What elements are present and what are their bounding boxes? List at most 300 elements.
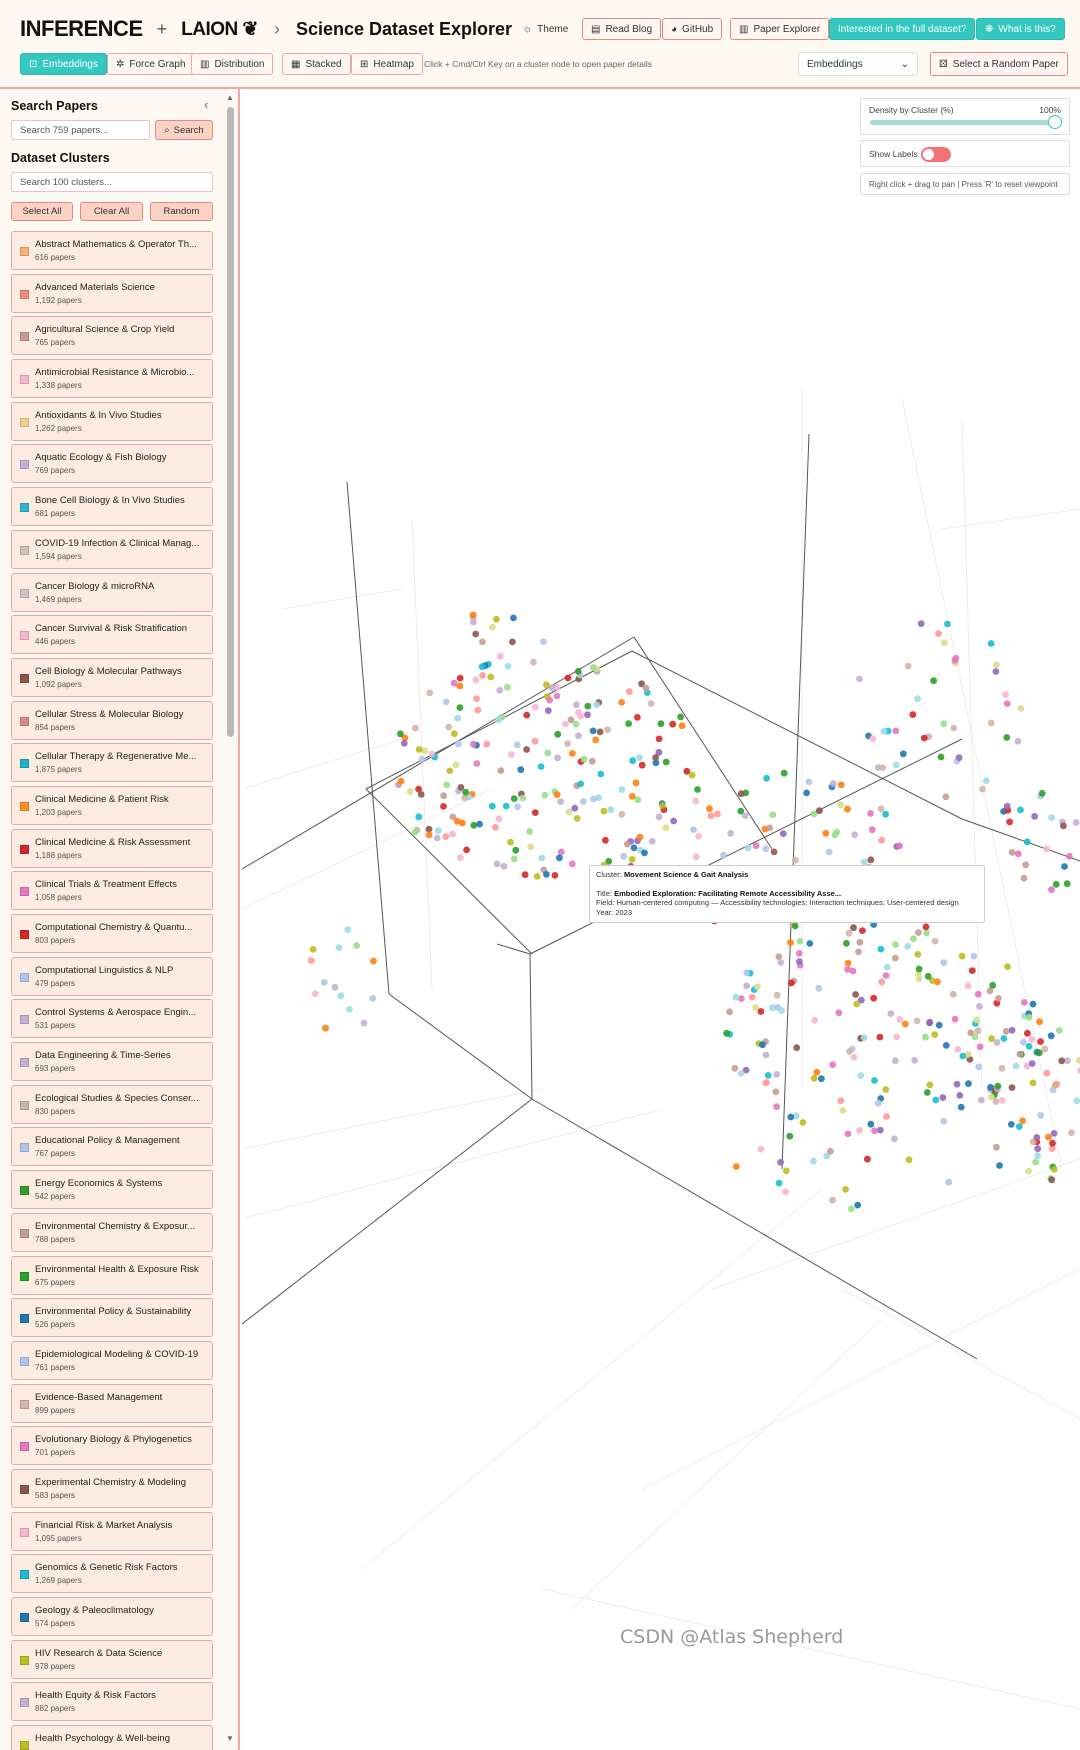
paper-point[interactable] [766,824,773,831]
paper-point[interactable] [758,1146,765,1153]
paper-point[interactable] [1073,819,1080,826]
paper-point[interactable] [888,1010,895,1017]
paper-point[interactable] [1061,863,1068,870]
paper-point[interactable] [979,786,986,793]
paper-point[interactable] [905,663,912,670]
paper-point[interactable] [826,849,833,856]
paper-point[interactable] [743,969,750,976]
paper-point[interactable] [977,1044,984,1051]
paper-point[interactable] [353,942,360,949]
paper-point[interactable] [639,762,646,769]
paper-point[interactable] [836,1009,843,1016]
paper-point[interactable] [618,699,625,706]
paper-point[interactable] [973,1017,980,1024]
cluster-item[interactable] [11,786,213,825]
paper-point[interactable] [1024,838,1031,845]
paper-point[interactable] [932,938,939,945]
paper-point[interactable] [473,760,480,767]
cluster-item[interactable] [11,1127,213,1166]
paper-point[interactable] [816,985,823,992]
paper-point[interactable] [574,815,581,822]
cluster-item[interactable] [11,274,213,313]
paper-point[interactable] [494,861,501,868]
paper-point[interactable] [745,845,752,852]
paper-point[interactable] [677,714,684,721]
paper-point[interactable] [440,803,447,810]
paper-point[interactable] [891,1135,898,1142]
paper-point[interactable] [412,725,419,732]
paper-point[interactable] [806,940,813,947]
paper-point[interactable] [861,1034,868,1041]
paper-point[interactable] [643,685,650,692]
paper-point[interactable] [695,833,702,840]
paper-point[interactable] [853,1001,860,1008]
paper-point[interactable] [843,940,850,947]
cluster-item[interactable] [11,1469,213,1508]
cluster-item[interactable] [11,701,213,740]
paper-point[interactable] [517,766,524,773]
paper-point[interactable] [569,750,576,757]
view-tab-force-graph[interactable] [107,53,195,75]
clear-all-button[interactable]: Clear All [80,202,143,221]
paper-point[interactable] [944,621,951,628]
paper-point[interactable] [1036,1018,1043,1025]
full-dataset-button[interactable] [829,18,975,40]
paper-point[interactable] [950,725,957,732]
paper-point[interactable] [1028,1036,1035,1043]
paper-point[interactable] [1073,1097,1080,1104]
paper-point[interactable] [641,850,648,857]
paper-point[interactable] [440,792,447,799]
paper-point[interactable] [945,1179,952,1186]
view-tab-stacked[interactable] [282,53,351,75]
paper-point[interactable] [492,824,499,831]
paper-point[interactable] [649,838,656,845]
paper-point[interactable] [1049,1140,1056,1147]
paper-point[interactable] [1026,1014,1033,1021]
paper-point[interactable] [765,1072,772,1079]
paper-point[interactable] [782,1189,789,1196]
paper-explorer-button[interactable] [730,18,829,40]
paper-point[interactable] [1032,1159,1039,1166]
paper-point[interactable] [546,697,553,704]
paper-point[interactable] [575,668,582,675]
paper-point[interactable] [883,972,890,979]
cluster-item[interactable] [11,402,213,441]
cluster-item[interactable] [11,316,213,355]
paper-point[interactable] [590,664,597,671]
paper-point[interactable] [663,824,670,831]
cluster-item[interactable] [11,573,213,612]
paper-point[interactable] [932,1097,939,1104]
paper-point[interactable] [967,1029,974,1036]
paper-point[interactable] [479,639,486,646]
paper-point[interactable] [877,1034,884,1041]
paper-point[interactable] [659,802,666,809]
paper-point[interactable] [656,736,663,743]
paper-point[interactable] [475,707,482,714]
paper-point[interactable] [1048,1032,1055,1039]
paper-point[interactable] [508,751,515,758]
paper-point[interactable] [893,762,900,769]
paper-point[interactable] [552,872,559,879]
paper-point[interactable] [503,803,510,810]
paper-point[interactable] [435,827,442,834]
paper-point[interactable] [1050,1086,1057,1093]
paper-point[interactable] [476,821,483,828]
paper-point[interactable] [1037,1038,1044,1045]
paper-point[interactable] [871,1077,878,1084]
paper-point[interactable] [571,805,578,812]
paper-point[interactable] [1020,1039,1027,1046]
paper-point[interactable] [856,676,863,683]
paper-point[interactable] [407,788,414,795]
paper-point[interactable] [773,1103,780,1110]
paper-point[interactable] [769,811,776,818]
paper-point[interactable] [470,612,477,619]
paper-point[interactable] [473,695,480,702]
paper-point[interactable] [1017,1051,1024,1058]
paper-point[interactable] [959,953,966,960]
paper-point[interactable] [830,780,837,787]
paper-point[interactable] [625,720,632,727]
paper-point[interactable] [846,1048,853,1055]
paper-point[interactable] [738,790,745,797]
paper-point[interactable] [451,730,458,737]
paper-point[interactable] [999,1097,1006,1104]
paper-point[interactable] [879,764,886,771]
paper-point[interactable] [631,845,638,852]
paper-point[interactable] [398,778,405,785]
paper-point[interactable] [472,631,479,638]
density-slider-handle[interactable] [1048,115,1062,129]
paper-point[interactable] [457,675,464,682]
paper-point[interactable] [575,732,582,739]
paper-point[interactable] [604,726,611,733]
paper-point[interactable] [1004,700,1011,707]
paper-point[interactable] [1041,1046,1048,1053]
cluster-item[interactable] [11,444,213,483]
paper-point[interactable] [813,1069,820,1076]
paper-point[interactable] [827,1148,834,1155]
cluster-item[interactable] [11,957,213,996]
paper-point[interactable] [867,810,874,817]
paper-point[interactable] [692,798,699,805]
paper-point[interactable] [829,1061,836,1068]
paper-point[interactable] [532,809,539,816]
paper-point[interactable] [449,831,456,838]
paper-point[interactable] [1030,1001,1037,1008]
paper-point[interactable] [799,1119,806,1126]
cluster-search-input[interactable]: Search 100 clusters... [11,172,213,192]
paper-point[interactable] [882,1086,889,1093]
paper-point[interactable] [845,1131,852,1138]
cluster-item[interactable] [11,743,213,782]
paper-point[interactable] [694,786,701,793]
cluster-item[interactable] [11,1682,213,1721]
paper-point[interactable] [910,935,917,942]
paper-point[interactable] [597,729,604,736]
paper-point[interactable] [810,1158,817,1165]
paper-point[interactable] [530,659,537,666]
paper-point[interactable] [361,1020,368,1027]
paper-point[interactable] [1048,886,1055,893]
paper-point[interactable] [648,700,655,707]
paper-point[interactable] [1033,1134,1040,1141]
paper-point[interactable] [959,1053,966,1060]
paper-point[interactable] [690,826,697,833]
paper-point[interactable] [915,929,922,936]
paper-point[interactable] [1003,1028,1010,1035]
paper-point[interactable] [1009,1027,1016,1034]
paper-point[interactable] [788,980,795,987]
paper-point[interactable] [870,995,877,1002]
github-button[interactable] [662,18,722,40]
paper-point[interactable] [976,1003,983,1010]
paper-point[interactable] [733,1163,740,1170]
paper-point[interactable] [426,826,433,833]
paper-point[interactable] [619,811,626,818]
paper-point[interactable] [558,849,565,856]
paper-point[interactable] [564,740,571,747]
paper-point[interactable] [708,812,715,819]
paper-point[interactable] [793,1044,800,1051]
scroll-up-icon[interactable]: ▲ [226,93,234,102]
cluster-item[interactable] [11,487,213,526]
paper-point[interactable] [1004,803,1011,810]
paper-point[interactable] [726,1008,733,1015]
cluster-item[interactable] [11,871,213,910]
paper-point[interactable] [1024,1030,1031,1037]
paper-point[interactable] [774,992,781,999]
paper-point[interactable] [401,740,408,747]
paper-point[interactable] [577,781,584,788]
paper-point[interactable] [602,837,609,844]
paper-point[interactable] [816,807,823,814]
paper-point[interactable] [504,684,511,691]
paper-point[interactable] [479,672,486,679]
paper-point[interactable] [811,1075,818,1082]
cluster-item[interactable] [11,1256,213,1295]
inference-logo[interactable]: INFERENCE [20,16,143,41]
paper-point[interactable] [906,1156,913,1163]
paper-point[interactable] [987,1084,994,1091]
paper-point[interactable] [397,730,404,737]
paper-point[interactable] [924,1089,931,1096]
paper-point[interactable] [850,968,857,975]
paper-point[interactable] [541,792,548,799]
paper-point[interactable] [877,1127,884,1134]
paper-point[interactable] [1036,1049,1043,1056]
paper-point[interactable] [1043,846,1050,853]
paper-point[interactable] [975,991,982,998]
paper-point[interactable] [806,778,813,785]
paper-point[interactable] [581,756,588,763]
paper-point[interactable] [837,802,844,809]
paper-point[interactable] [590,728,597,735]
paper-point[interactable] [321,979,328,986]
paper-point[interactable] [727,830,734,837]
paper-point[interactable] [994,1083,1001,1090]
paper-point[interactable] [451,680,458,687]
paper-point[interactable] [626,688,633,695]
paper-point[interactable] [565,675,572,682]
paper-point[interactable] [993,1144,1000,1151]
paper-point[interactable] [999,1065,1006,1072]
paper-point[interactable] [878,946,885,953]
paper-point[interactable] [954,1081,961,1088]
paper-point[interactable] [988,1094,995,1101]
paper-point[interactable] [679,722,686,729]
paper-point[interactable] [720,852,727,859]
cluster-item[interactable] [11,829,213,868]
paper-point[interactable] [454,818,461,825]
paper-point[interactable] [457,854,464,861]
paper-point[interactable] [904,943,911,950]
paper-point[interactable] [1021,875,1028,882]
paper-point[interactable] [584,711,591,718]
paper-point[interactable] [783,1167,790,1174]
paper-point[interactable] [618,786,625,793]
paper-point[interactable] [930,677,937,684]
cluster-item[interactable] [11,530,213,569]
paper-point[interactable] [1015,850,1022,857]
paper-point[interactable] [754,983,761,990]
paper-point[interactable] [312,990,319,997]
paper-point[interactable] [867,856,874,863]
paper-point[interactable] [577,713,584,720]
paper-point[interactable] [522,871,529,878]
paper-point[interactable] [633,779,640,786]
paper-point[interactable] [543,681,550,688]
paper-point[interactable] [1006,819,1013,826]
paper-point[interactable] [526,828,533,835]
paper-point[interactable] [514,804,521,811]
paper-point[interactable] [892,955,899,962]
paper-point[interactable] [763,1052,770,1059]
paper-point[interactable] [935,630,942,637]
paper-point[interactable] [310,946,317,953]
paper-point[interactable] [562,721,569,728]
paper-point[interactable] [496,815,503,822]
paper-point[interactable] [777,959,784,966]
paper-point[interactable] [1022,861,1029,868]
paper-point[interactable] [370,958,377,965]
paper-point[interactable] [1068,1129,1075,1136]
paper-point[interactable] [988,640,995,647]
paper-point[interactable] [958,1104,965,1111]
paper-point[interactable] [1051,1130,1058,1137]
paper-point[interactable] [554,791,561,798]
paper-point[interactable] [634,714,641,721]
cluster-item[interactable] [11,1597,213,1636]
paper-point[interactable] [418,791,425,798]
paper-point[interactable] [943,793,950,800]
paper-point[interactable] [965,1080,972,1087]
paper-point[interactable] [762,845,769,852]
what-is-this-button[interactable] [976,18,1065,40]
paper-point[interactable] [778,1007,785,1014]
density-slider-track[interactable] [870,120,1054,125]
paper-point[interactable] [896,1016,903,1023]
paper-point[interactable] [656,813,663,820]
paper-point[interactable] [723,1030,730,1037]
cluster-item[interactable] [11,1341,213,1380]
paper-point[interactable] [1017,807,1024,814]
paper-point[interactable] [1003,734,1010,741]
paper-point[interactable] [742,812,749,819]
paper-point[interactable] [457,704,464,711]
paper-point[interactable] [803,790,810,797]
paper-point[interactable] [455,740,462,747]
paper-point[interactable] [590,796,597,803]
paper-point[interactable] [497,653,504,660]
paper-point[interactable] [926,1019,933,1026]
paper-point[interactable] [878,979,885,986]
paper-point[interactable] [994,1039,1001,1046]
paper-point[interactable] [636,754,643,761]
paper-point[interactable] [470,619,477,626]
paper-point[interactable] [925,973,932,980]
paper-point[interactable] [693,854,700,861]
paper-point[interactable] [545,707,552,714]
paper-point[interactable] [457,683,464,690]
paper-point[interactable] [1048,1176,1055,1183]
paper-point[interactable] [495,717,502,724]
paper-point[interactable] [1034,1145,1041,1152]
paper-point[interactable] [837,1097,844,1104]
paper-point[interactable] [442,833,449,840]
paper-point[interactable] [965,982,972,989]
paper-point[interactable] [871,1127,878,1134]
paper-point[interactable] [426,690,433,697]
paper-point[interactable] [792,923,799,930]
cluster-item[interactable] [11,615,213,654]
paper-point[interactable] [883,1113,890,1120]
paper-point[interactable] [1021,999,1028,1006]
paper-point[interactable] [753,842,760,849]
paper-point[interactable] [540,638,547,645]
paper-point[interactable] [624,841,631,848]
cluster-item[interactable] [11,1042,213,1081]
paper-point[interactable] [743,983,750,990]
paper-point[interactable] [909,711,916,718]
paper-point[interactable] [346,1006,353,1013]
paper-point[interactable] [434,835,441,842]
paper-point[interactable] [892,728,899,735]
paper-point[interactable] [1001,1035,1008,1042]
cluster-item[interactable] [11,658,213,697]
paper-point[interactable] [337,992,344,999]
paper-point[interactable] [1037,1112,1044,1119]
paper-point[interactable] [592,737,599,744]
paper-point[interactable] [496,687,503,694]
cluster-item[interactable] [11,1426,213,1465]
paper-point[interactable] [902,1021,909,1028]
paper-point[interactable] [1008,1121,1015,1128]
cluster-item[interactable] [11,1085,213,1124]
paper-point[interactable] [1076,1057,1080,1064]
paper-point[interactable] [846,930,853,937]
paper-point[interactable] [953,655,960,662]
paper-point[interactable] [842,1186,849,1193]
random-clusters-button[interactable]: Random [150,202,213,221]
paper-point[interactable] [573,721,580,728]
view-tab-embeddings[interactable] [20,53,107,75]
paper-point[interactable] [893,1034,900,1041]
paper-point[interactable] [554,693,561,700]
paper-search-input[interactable]: Search 759 papers... [11,120,150,140]
